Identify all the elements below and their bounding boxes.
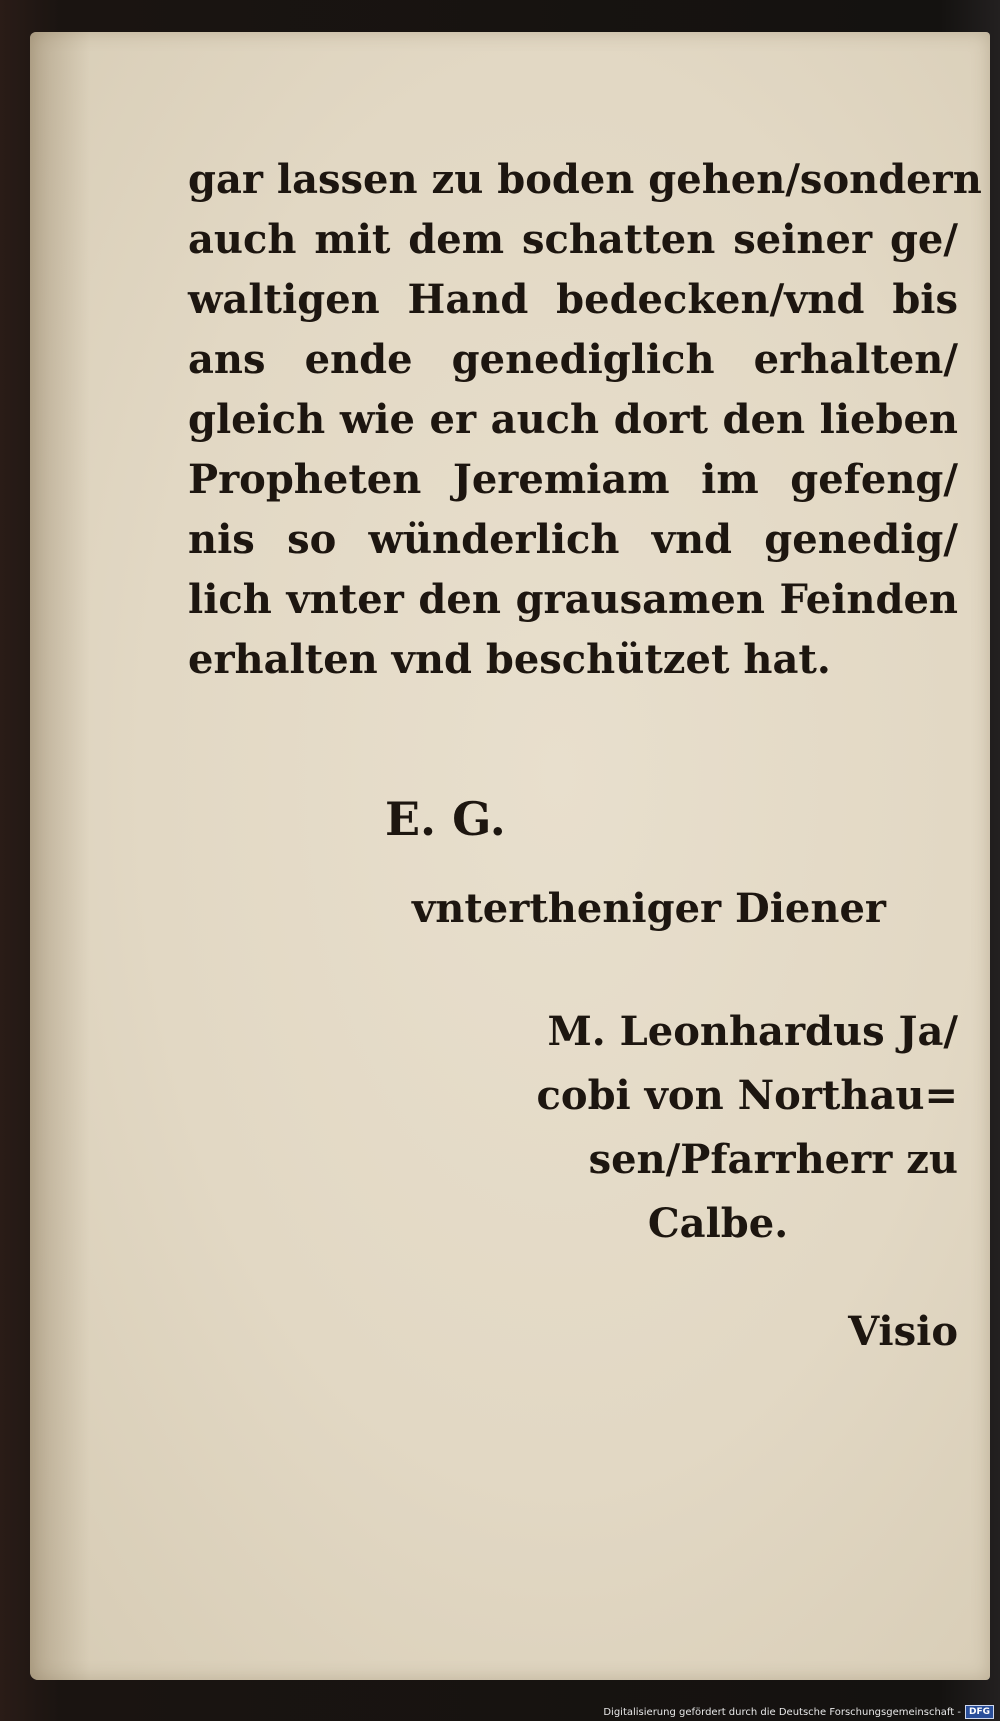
text-line: gar lassen zu boden gehen/sondern [188,156,982,203]
signature-line: sen/Pfarrherr zu [588,1136,958,1183]
signature-line: Calbe. [647,1200,789,1247]
text-line: gleich wie er auch dort den lieben [188,396,958,443]
catchword: Visio [848,1308,958,1355]
text-line: erhalten vnd beschützet hat. [188,636,831,683]
text-line: lich vnter den grausamen Feinden [188,576,958,623]
text-line: waltigen Hand bedecken/vnd bis [188,276,958,323]
author-signature [398,1000,958,1256]
footer-text: Digitalisierung gefördert durch die Deutsche Forschungsgemeinschaft - [603,1706,961,1718]
signature-line: cobi von Northau= [536,1072,958,1119]
text-line: ans ende genediglich erhalten/ [188,336,958,383]
body-text [188,150,982,690]
signature-line: M. Leonhardus Ja/ [547,1008,958,1055]
digitization-footer [603,1705,994,1719]
dfg-logo-icon: DFG [965,1705,994,1719]
servant-line: vntertheniger Diener [412,885,886,932]
text-line: auch mit dem schatten seiner ge/ [188,216,958,263]
page-gutter-shadow [30,32,90,1680]
addressee-initials: E. G. [385,792,506,846]
text-line: nis so wünderlich vnd genedig/ [188,516,958,563]
text-line: Propheten Jeremiam im gefeng/ [188,456,958,503]
